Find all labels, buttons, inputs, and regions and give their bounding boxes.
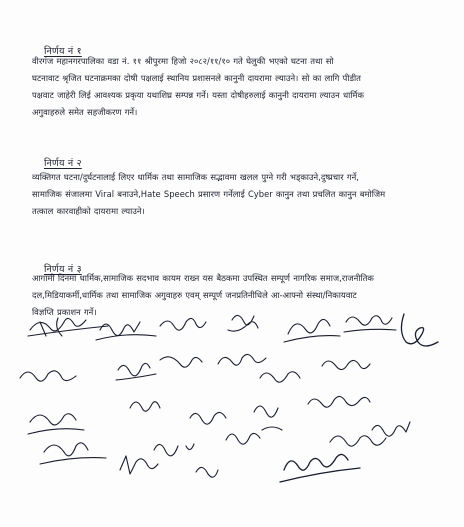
decision-2-heading: निर्णय नं २ <box>44 158 82 169</box>
signature <box>226 433 260 444</box>
decision-1-body <box>32 53 448 121</box>
signatures-drawing <box>0 300 464 523</box>
signature <box>20 371 76 381</box>
decision-3-line: दल,मिडियाकर्मी,धार्मिक तथा सामाजिक अगुवाहरु एवम् सम्पूर्ण जनप्रतिनीधिले आ-आफ्नो संस्था/निकायवाट <box>32 290 357 300</box>
signature <box>96 322 156 340</box>
signature <box>160 318 206 330</box>
signature <box>160 357 202 367</box>
signature <box>218 354 266 365</box>
decision-2-body <box>32 169 448 220</box>
signature <box>196 467 218 477</box>
signature <box>130 402 160 411</box>
signature <box>280 454 360 482</box>
signature <box>190 412 226 424</box>
signature <box>254 406 282 430</box>
decision-3-heading: निर्णय नं ३ <box>44 264 82 275</box>
decision-3-line: विज्ञप्ति प्रकाशन गर्ने। <box>32 307 97 317</box>
decision-1-line: वीरगंज महानगरपालिका वडा नं. ११ श्रीपुरमा हिजो २०८२/११/१० गते घेलुकी भएको घटना तथा सो <box>32 56 334 66</box>
signature <box>401 314 438 346</box>
signature <box>260 372 300 382</box>
signature <box>154 444 194 456</box>
signature <box>116 363 156 380</box>
signature <box>344 316 396 332</box>
decision-2-line: तत्काल कारवाहीको दायरामा ल्याउने। <box>32 206 145 216</box>
signature <box>308 396 370 407</box>
signature <box>40 443 106 464</box>
signature <box>120 456 158 474</box>
decision-1-line: अगुवाहरुले समेत सहजीकरण गर्ने। <box>32 107 138 117</box>
signature <box>228 315 258 331</box>
signature <box>28 414 84 434</box>
decision-3-line: आगामी दिनमा धार्मिक,सामाजिक सदभाव कायम राख्न यस बैठकमा उपस्थित सम्पूर्ण नागरिक समाज,राजनीतिक <box>32 273 374 283</box>
decision-1-heading: निर्णय नं १ <box>44 46 82 57</box>
signature <box>322 360 370 369</box>
decision-1-line: घटनावाट श्रृजित घटनाक्रमका दोषी पक्षलाई स्थानिय प्रशासनले कानुनी दायरामा ल्याउने। सो का लागि पीडीत <box>32 73 361 83</box>
decision-2-line: सामाजिक संजालमा Viral बनाउने,Hate Speech प्रसारण गर्नेलाई Cyber कानुन तथा प्रचलित कानुन बमोजिम <box>32 189 386 199</box>
signatures-area <box>0 300 464 523</box>
decision-2-line: व्यक्तिगत घटना/दुर्घटनालाई लिएर धार्मिक तथा सामाजिक सद्भावमा खलल पुग्ने गरी भड्काउने,दुष्प्रचार गर्ने, <box>32 172 359 182</box>
signature <box>372 422 410 436</box>
signature <box>28 318 108 336</box>
signature <box>330 436 386 446</box>
signature <box>284 319 340 342</box>
decision-1-line: पक्षवाट जाहेरी लिई आवश्यक प्रकृया यथाशिघ्र सम्पन्न गर्ने। यस्ता दोषीहरुलाई कानुनी दायरामा ल्याउन धार्मिक <box>32 90 364 100</box>
